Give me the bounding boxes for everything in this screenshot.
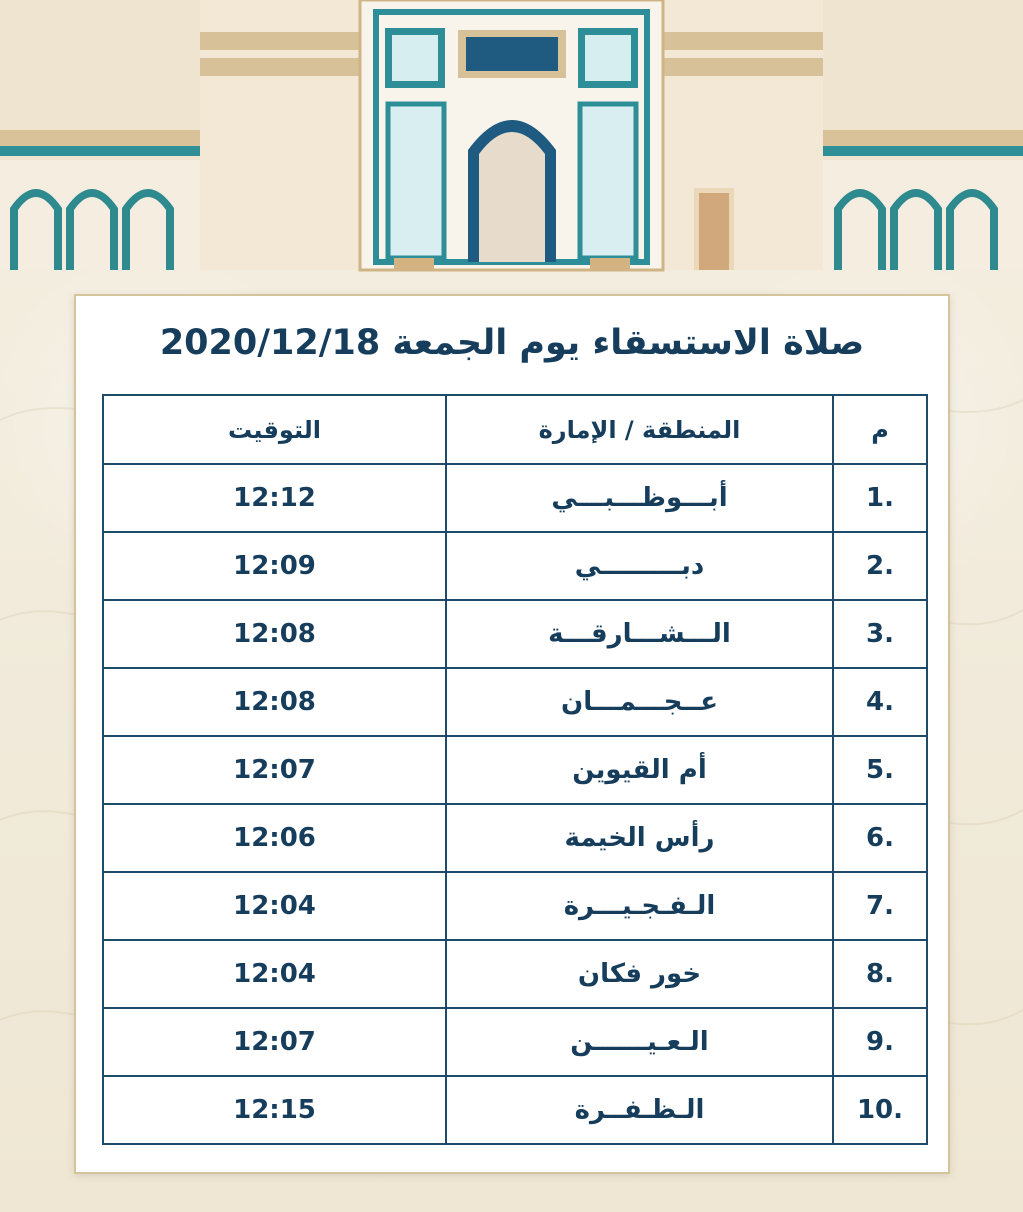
table-row xyxy=(103,532,927,600)
row-region: أم القيوين xyxy=(446,736,833,804)
left-wall xyxy=(0,0,200,270)
row-region: الـفـجـيـــرة xyxy=(446,872,833,940)
row-time: 12:04 xyxy=(103,940,446,1008)
row-time: 12:08 xyxy=(103,600,446,668)
row-region: الـعـيــــــن xyxy=(446,1008,833,1076)
row-time: 12:12 xyxy=(103,464,446,532)
row-region: عــجـــمـــان xyxy=(446,668,833,736)
right-wall xyxy=(823,0,1023,270)
row-time: 12:04 xyxy=(103,872,446,940)
row-number: 7. xyxy=(833,872,927,940)
table-row xyxy=(103,736,927,804)
mihrab-center xyxy=(200,0,823,270)
header-region: المنطقة / الإمارة xyxy=(446,395,833,464)
prayer-schedule-card xyxy=(74,294,950,1174)
row-region: أبـــوظـــبـــي xyxy=(446,464,833,532)
row-number: 10. xyxy=(833,1076,927,1144)
row-region: الـــشـــارقـــة xyxy=(446,600,833,668)
row-time: 12:07 xyxy=(103,736,446,804)
header-number: م xyxy=(833,395,927,464)
table-row xyxy=(103,668,927,736)
row-region: الـظـفــرة xyxy=(446,1076,833,1144)
row-time: 12:15 xyxy=(103,1076,446,1144)
table-header-row xyxy=(103,395,927,464)
row-number: 1. xyxy=(833,464,927,532)
row-number: 9. xyxy=(833,1008,927,1076)
mosque-header-illustration xyxy=(0,0,1023,280)
table-row xyxy=(103,1008,927,1076)
header-time: التوقيت xyxy=(103,395,446,464)
row-number: 2. xyxy=(833,532,927,600)
table-row xyxy=(103,600,927,668)
row-time: 12:07 xyxy=(103,1008,446,1076)
prayer-times-table xyxy=(102,394,928,1145)
row-time: 12:08 xyxy=(103,668,446,736)
table-row xyxy=(103,464,927,532)
row-region: خور فكان xyxy=(446,940,833,1008)
row-number: 6. xyxy=(833,804,927,872)
row-number: 3. xyxy=(833,600,927,668)
row-time: 12:09 xyxy=(103,532,446,600)
row-number: 8. xyxy=(833,940,927,1008)
announcement-title: صلاة الاستسقاء يوم الجمعة 2020/12/18 xyxy=(159,323,865,363)
row-region: دبـــــــــي xyxy=(446,532,833,600)
table-row xyxy=(103,1076,927,1144)
table-row xyxy=(103,940,927,1008)
row-number: 4. xyxy=(833,668,927,736)
table-row xyxy=(103,872,927,940)
row-number: 5. xyxy=(833,736,927,804)
table-row xyxy=(103,804,927,872)
row-time: 12:06 xyxy=(103,804,446,872)
row-region: رأس الخيمة xyxy=(446,804,833,872)
